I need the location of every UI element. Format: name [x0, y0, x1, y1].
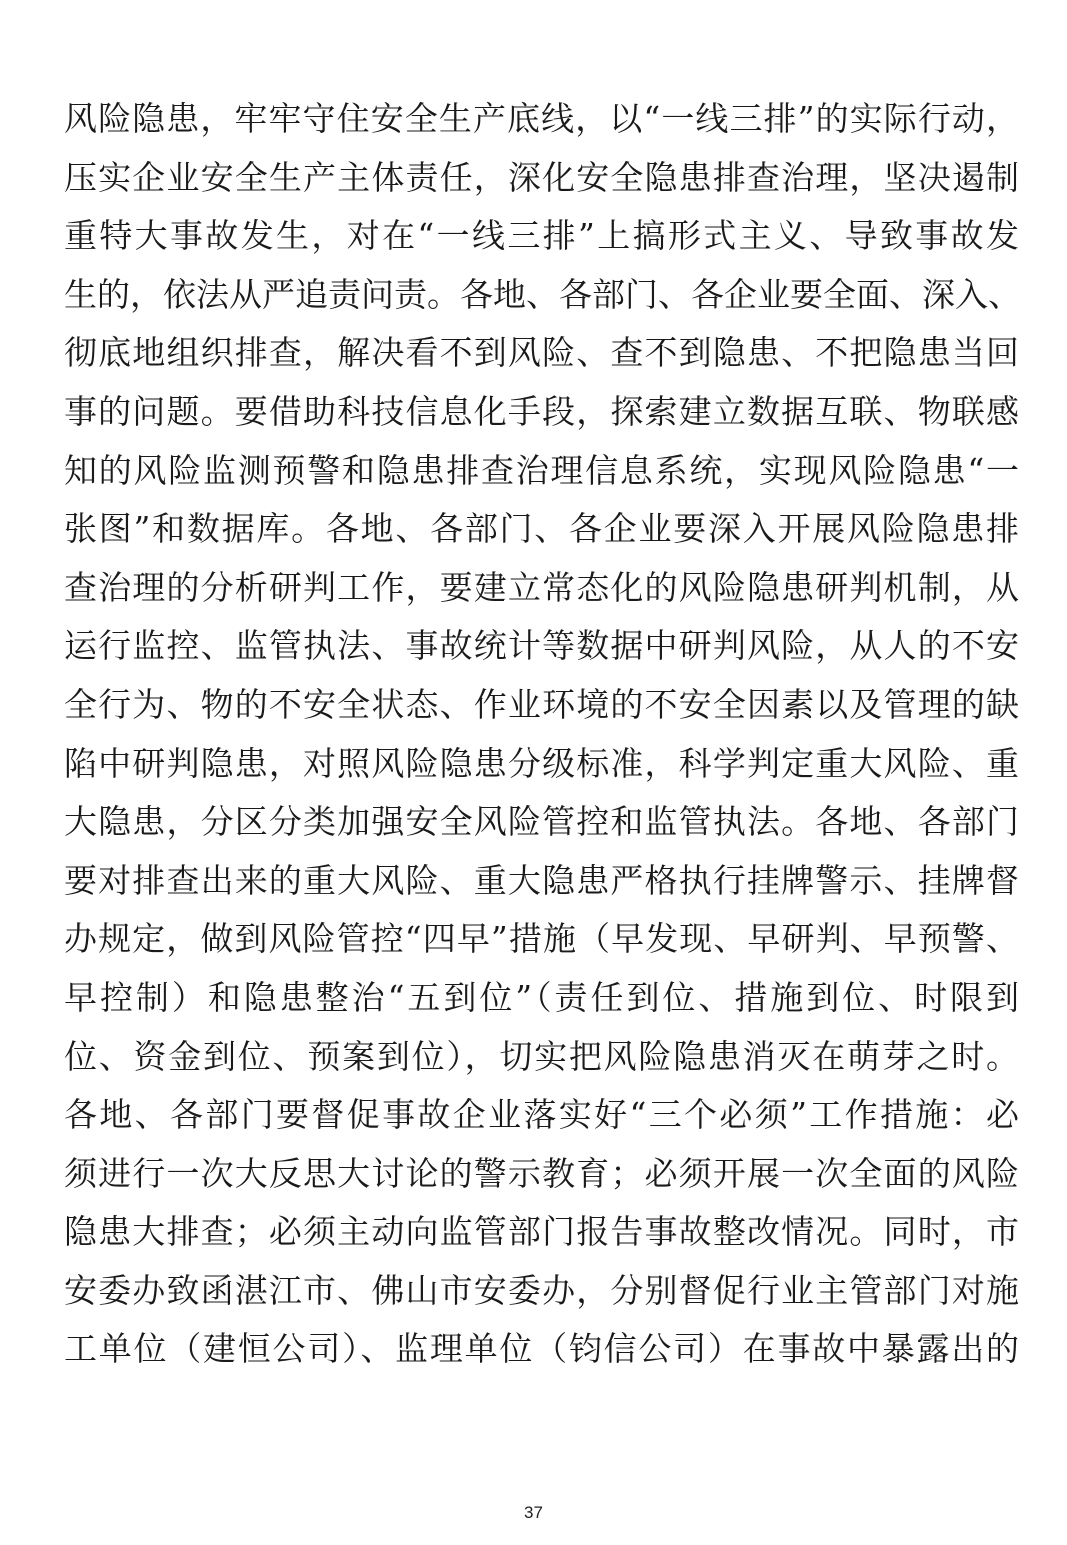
- text-line: 事的问题。要借助科技信息化手段，探索建立数据互联、物联感: [64, 391, 1019, 431]
- text-line: 彻底地组织排查，解决看不到风险、查不到隐患、不把隐患当回: [64, 333, 1019, 373]
- text-line: 办规定，做到风险管控“四早”措施（早发现、早研判、早预警、: [64, 919, 1019, 959]
- text-line: 安委办致函湛江市、佛山市安委办，分别督促行业主管部门对施: [64, 1270, 1019, 1310]
- text-line: 陷中研判隐患，对照风险隐患分级标准，科学判定重大风险、重: [64, 743, 1019, 783]
- text-line: 知的风险监测预警和隐患排查治理信息系统，实现风险隐患“一: [64, 450, 1019, 490]
- text-line: 压实企业安全生产主体责任，深化安全隐患排查治理，坚决遏制: [64, 157, 1019, 197]
- text-line: 位、资金到位、预案到位），切实把风险隐患消灭在萌芽之时。: [64, 1036, 1019, 1076]
- text-line: 早控制）和隐患整治“五到位”（责任到位、措施到位、时限到: [64, 977, 1019, 1017]
- text-line: 大隐患，分区分类加强安全风险管控和监管执法。各地、各部门: [64, 802, 1019, 842]
- text-line: 须进行一次大反思大讨论的警示教育；必须开展一次全面的风险: [64, 1153, 1019, 1193]
- text-line: 工单位（建恒公司）、监理单位（钧信公司）在事故中暴露出的: [64, 1329, 1019, 1369]
- text-line: 张图”和数据库。各地、各部门、各企业要深入开展风险隐患排: [64, 509, 1019, 549]
- text-line: 要对排查出来的重大风险、重大隐患严格执行挂牌警示、挂牌督: [64, 860, 1019, 900]
- text-line: 重特大事故发生，对在“一线三排”上搞形式主义、导致事故发: [64, 216, 1019, 256]
- body-paragraph: [64, 90, 1019, 1379]
- text-line: 隐患大排查；必须主动向监管部门报告事故整改情况。同时，市: [64, 1212, 1019, 1252]
- text-line: 各地、各部门要督促事故企业落实好“三个必须”工作措施：必: [64, 1095, 1019, 1135]
- text-line: 运行监控、监管执法、事故统计等数据中研判风险，从人的不安: [64, 626, 1019, 666]
- text-line: 全行为、物的不安全状态、作业环境的不安全因素以及管理的缺: [64, 684, 1019, 724]
- text-line: 生的，依法从严追责问责。各地、各部门、各企业要全面、深入、: [64, 274, 1021, 314]
- page-number: 37: [524, 1503, 543, 1522]
- text-line: 查治理的分析研判工作，要建立常态化的风险隐患研判机制，从: [64, 567, 1019, 607]
- text-line: 风险隐患，牢牢守住安全生产底线，以“一线三排”的实际行动，: [64, 99, 1019, 138]
